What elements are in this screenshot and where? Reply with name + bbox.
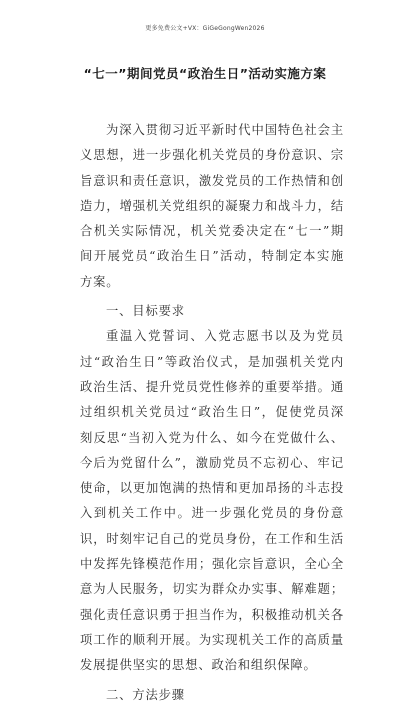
section-heading-goals: 一、目标要求	[106, 304, 185, 319]
section-heading-methods: 二、方法步骤	[106, 687, 185, 702]
header-note: 更多免费公文+VX：GiGeGongWen2026	[145, 25, 265, 32]
goals-paragraph: 重温入党誓词、入党志愿书以及为党员过“政治生日”等政治仪式，是加强机关党内政治生活、提升党员党性修养的重要举措。通过组织机关党员过“政治生日”，促使党员深刻反思“当初入党为什么、如今在党做什么、今后为党留什么”，激励党员不忘初心、牢记使命，以更加饱满的热情和更加昂扬的斗志投入到机关工作中。进一步强化党员的身份意识，时刻牢记自己的党员身份，在工作和生活中发挥先锋模范作用；强化宗旨意识，全心全意为人民服务，切实为群众办实事、解难题；强化责任意识勇于担当作为，积极推动机关各项工作的顺利开展。为实现机关工作的高质量发展提供坚实的思想、政治和组织保障。	[80, 329, 344, 673]
intro-paragraph: 为深入贯彻习近平新时代中国特色社会主义思想，进一步强化机关党员的身份意识、宗旨意识和责任意识，激发党员的工作热情和创造力，增强机关党组织的凝聚力和战斗力，结合机关实际情况，机关党委决定在“七一”期间开展党员“政治生日”活动，特制定本实施方案。	[80, 123, 344, 289]
document-title: “七一”期间党员“政治生日”活动实施方案	[83, 66, 327, 81]
document-body	[80, 118, 344, 708]
